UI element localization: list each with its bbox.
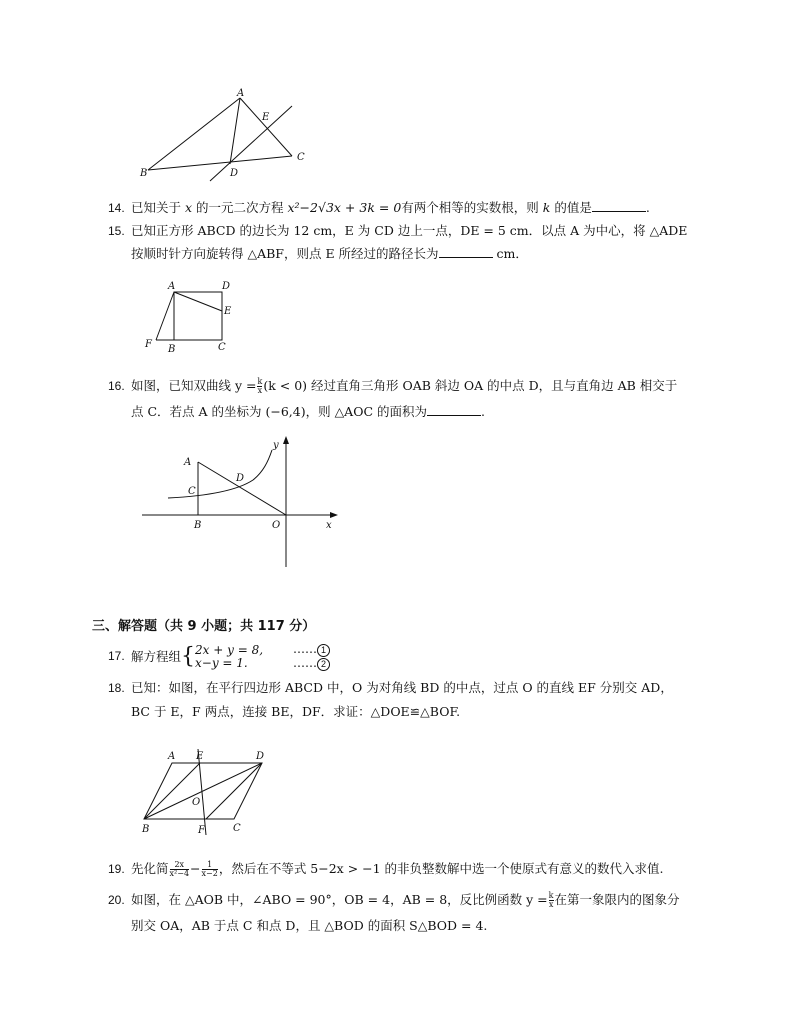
equation-system <box>195 644 263 670</box>
label-A: A <box>168 281 176 292</box>
answer-blank <box>439 245 493 258</box>
label-D: D <box>256 751 265 762</box>
q15-line2 <box>131 245 528 263</box>
answer-blank <box>427 403 481 416</box>
label-E: E <box>196 751 204 762</box>
label-y: y <box>273 440 279 451</box>
frac-num: 1 <box>207 860 213 869</box>
question-number: 18. <box>108 681 125 695</box>
label-A: A <box>184 457 192 468</box>
figure-q13-svg <box>140 86 320 186</box>
fraction-k-over-x <box>257 378 262 395</box>
question-number: 14. <box>108 201 125 215</box>
q14-mid: 的一元二次方程 <box>192 200 288 215</box>
q15-line1: 已知正方形 ABCD 的边长为 12 cm，E 为 CD 边上一点，DE = 5 cm．以点 A 为中心，将 △ADE <box>131 223 688 238</box>
label-F: F <box>198 825 205 836</box>
q16-line2 <box>131 403 485 421</box>
q20-pre: 如图，在 △AOB 中，∠ABO = 90°，OB = 4，AB = 8，反比例函数 y = <box>131 892 548 907</box>
label-B: B <box>142 824 150 835</box>
label-F: F <box>145 339 152 350</box>
q14-end: 的值是 <box>550 200 592 215</box>
label-D: D <box>236 473 245 484</box>
figure-q16-svg <box>138 432 348 572</box>
question-number: 19. <box>108 862 125 876</box>
q14-equation: x²−2√3x + 3k = 0 <box>287 200 402 215</box>
label-x: x <box>326 520 332 531</box>
q16-post: (k < 0) 经过直角三角形 OAB 斜边 OA 的中点 D，且与直角边 AB 相交于 <box>263 378 678 393</box>
minus-sign: − <box>190 861 201 876</box>
figure-q13 <box>140 86 320 186</box>
label-D: D <box>222 281 231 292</box>
q20-line1 <box>131 891 680 909</box>
label-C: C <box>218 342 226 353</box>
equation-labels <box>293 643 330 671</box>
label-D: D <box>230 168 239 179</box>
frac-num: k <box>257 377 263 386</box>
q16-line1 <box>131 377 677 395</box>
frac-den: x−2 <box>201 869 218 878</box>
question-number: 17. <box>108 649 125 663</box>
figure-q18 <box>138 745 278 837</box>
equation-2: x−y = 1. <box>195 656 248 670</box>
q16-line2b: . <box>481 404 485 419</box>
frac-num: 2x <box>174 860 185 869</box>
label-O: O <box>272 520 281 531</box>
brace-icon: { <box>181 644 196 669</box>
frac-den: x <box>257 386 263 395</box>
frac-den: x <box>548 900 554 909</box>
question-number: 15. <box>108 224 125 238</box>
q19-post: ，然后在不等式 5−2x > −1 的非负整数解中选一个使原式有意义的数代入求值. <box>218 861 664 876</box>
q14-k: k <box>542 200 551 215</box>
label-O: O <box>192 797 201 808</box>
q18-line1: 已知：如图，在平行四边形 ABCD 中，O 为对角线 BD 的中点，过点 O 的直线 EF 分别交 AD， <box>131 680 673 695</box>
question-text <box>131 199 650 217</box>
q19-text <box>131 860 664 878</box>
q20-line2: 别交 OA，AB 于点 C 和点 D，且 △BOD 的面积 S△BOD = 4. <box>131 918 488 933</box>
circled-2-icon: 2 <box>317 658 330 671</box>
label-E: E <box>262 112 270 123</box>
question-number: 16. <box>108 379 125 393</box>
question-number: 20. <box>108 893 125 907</box>
fraction-k-over-x <box>549 892 554 909</box>
q15-line2a: 按顺时针方向旋转得 △ABF，则点 E 所经过的路径长为 <box>131 246 439 261</box>
q16-pre: 如图，已知双曲线 y = <box>131 378 257 393</box>
frac-den: x²−4 <box>169 869 190 878</box>
dots-1: …… <box>293 642 318 656</box>
figure-q18-svg <box>138 745 278 837</box>
q18-line2: BC 于 E，F 两点，连接 BE，DF．求证：△DOE≌△BOF. <box>131 704 461 719</box>
q14-pre: 已知关于 <box>131 200 185 215</box>
label-B: B <box>168 344 176 355</box>
label-C: C <box>188 486 196 497</box>
figure-q16 <box>138 432 348 572</box>
figure-q15-svg <box>142 280 252 356</box>
label-E: E <box>224 306 232 317</box>
fraction-1 <box>170 861 190 878</box>
q14-post: 有两个相等的实数根，则 <box>401 200 543 215</box>
q16-line2a: 点 C．若点 A 的坐标为 (−6,4)，则 △AOC 的面积为 <box>131 404 427 419</box>
q14-var: x <box>184 200 193 215</box>
fraction-2 <box>202 861 218 878</box>
figure-q15 <box>142 280 252 356</box>
section-3-title: 三、解答题（共 9 小题；共 117 分） <box>92 619 316 634</box>
answer-blank <box>592 199 646 212</box>
label-B: B <box>140 168 148 179</box>
q17-pre: 解方程组 <box>131 649 182 664</box>
frac-num: k <box>548 891 554 900</box>
q15-line2b: cm． <box>496 246 528 261</box>
circled-1-icon: 1 <box>317 644 330 657</box>
label-C: C <box>233 823 241 834</box>
label-A: A <box>237 88 245 99</box>
q17-text <box>131 643 330 671</box>
label-A: A <box>168 751 176 762</box>
q14-tail: . <box>645 200 650 215</box>
label-B: B <box>194 520 202 531</box>
label-C: C <box>297 152 305 163</box>
q20-post: 在第一象限内的图象分 <box>554 892 680 907</box>
q19-pre: 先化简 <box>131 861 169 876</box>
equation-1: 2x + y = 8, <box>195 643 264 657</box>
dots-2: …… <box>293 656 318 670</box>
